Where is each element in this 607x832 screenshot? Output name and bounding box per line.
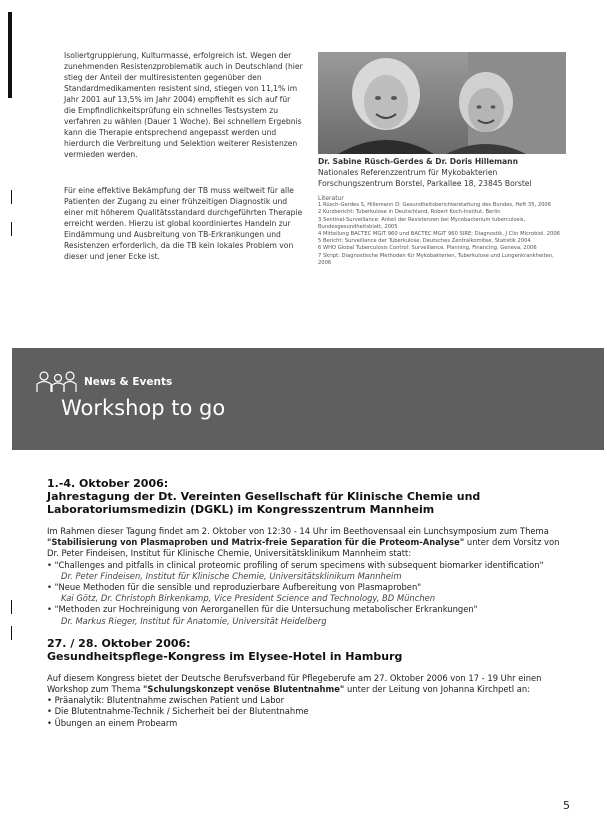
event-bullet: • Übungen an einem Probearm	[47, 717, 178, 728]
author-address: Forschungszentrum Borstel, Parkallee 18, 23845 Borstel	[318, 179, 532, 188]
reference-item: 3 Sentinel-Surveillance: Anteil der Resistenzen bei Mycobacterium tuberculosis, Bundesgesundheitsblatt, 2005	[318, 216, 526, 230]
reference-item: 4 Mitteilung BACTEC MGIT 960 und BACTEC MGIT 960 SIRE; Diagnostik, J Clin Microbiol. 2006	[318, 231, 560, 238]
section-title: Workshop to go	[61, 396, 226, 420]
margin-mark	[8, 12, 12, 98]
page-number: 5	[563, 799, 570, 812]
event-description: Im Rahmen dieser Tagung findet am 2. Oktober von 12:30 - 14 Uhr im Beethovensaal ein Lunchsymposium zum Thema "Stabilisierung von Plasmaproben und Matrix-freie Separation für die Proteom-Analyse" unter dem Vorsitz von Dr. Peter Findeisen, Institut für Klinische Chemie, Universitätsklinikum Mannheim statt:	[47, 526, 560, 559]
event-title: Gesundheitspflege-Kongress im Elysee-Hotel in Hamburg	[47, 649, 403, 663]
article-paragraph: Für eine effektive Bekämpfung der TB muss weltweit für alle Patienten der Zugang zu einer frühzeitigen Diagnostik und einer mit höherem Qualitätsstandard durchgeführten Therapie erreicht werden. Hierzu ist global koordiniertes Handeln zur Eindämmung und Ausbreitung von TB-Erkrankungen und Resistenzen erforderlich, da die TB kein lokales Problem von dieser und jener Ecke ist.	[64, 186, 303, 261]
margin-mark	[11, 222, 12, 236]
references	[318, 195, 568, 267]
event-bullet: • "Methoden zur Hochreinigung von Aerorganellen für die Untersuchung metabolischer Erkrankungen"	[47, 604, 478, 615]
event-bullet: • Präanalytik: Blutentnahme zwischen Patient und Labor	[47, 695, 285, 706]
article-paragraph: Isoliertgruppierung, Kulturmasse, erfolgreich ist. Wegen der zunehmenden Resistenzproblematik auch in Deutschland (hier stieg der Anteil der multiresistenten gegenüber den Standardmedikamenten resistent sind, stiegen von 11,1% im Jahr 2001 auf 13,5% im Jahr 2004) empfiehlt es sich auf für die Empfindlichkeitsprüfung ein schnelles Testsystem zu verfahren zu wählen (Dauer 1 Woche). Bei schnellem Ergebnis kann die Therapie entsprechend angepasst werden und hierdurch die Verbreitung und Selektion weiterer Resistenzen vermieden werden.	[64, 51, 303, 159]
event-description: Auf diesem Kongress bietet der Deutsche Berufsverband für Pflegeberufe am 27. Oktober 2006 von 17 - 19 Uhr einen Workshop zum Thema "Schulungskonzept venöse Blutentnahme" unter der Leitung von Johanna Kirchpetl an:	[47, 672, 542, 695]
author-info	[318, 156, 568, 189]
author-photo	[318, 52, 566, 154]
margin-mark	[11, 190, 12, 204]
section-label: News & Events	[84, 376, 173, 388]
reference-item: 6 WHO Global Tuberculosis Control: Surveillance, Planning, Financing. Geneva, 2006	[318, 245, 537, 252]
margin-mark	[11, 626, 12, 640]
event-speaker: Dr. Peter Findeisen, Institut für Klinische Chemie, Universitätsklinikum Mannheim	[61, 570, 402, 581]
news-events-banner	[12, 348, 604, 450]
event-date: 27. / 28. Oktober 2006:	[47, 636, 191, 650]
author-affiliation: Nationales Referenzzentrum für Mykobakterien	[318, 168, 498, 177]
reference-item: 7 Skript: Diagnostische Methoden für Mykobakterien, Tuberkulose und Lungenkrankheiten, 2006	[318, 252, 554, 266]
event-bullet: • Die Blutentnahme-Technik / Sicherheit bei der Blutentnahme	[47, 706, 309, 717]
events-list	[47, 477, 572, 729]
event-bullet: • "Challenges and pitfalls in clinical proteomic profiling of serum specimens with subsequent biomarker identification"	[47, 559, 544, 570]
event-title: Jahrestagung der Dt. Vereinten Gesellschaft für Klinische Chemie und Laboratoriumsmedizin (DGKL) im Kongresszentrum Mannheim	[47, 490, 481, 516]
article-column	[64, 50, 304, 287]
author-name: Dr. Sabine Rüsch-Gerdes & Dr. Doris Hillemann	[318, 157, 518, 166]
reference-item: 1 Rüsch-Gerdes S, Hillemann D: Gesundheitsberichterstattung des Bundes, Heft 35, 2006	[318, 202, 552, 209]
people-icon	[34, 370, 78, 398]
references-heading: Literatur	[318, 195, 344, 202]
event-date: 1.-4. Oktober 2006:	[47, 477, 169, 490]
reference-item: 5 Bericht: Surveillance der Tuberkulose, Deutsches Zentralkomitee, Statistik 2004	[318, 238, 531, 245]
event-speaker: Kai Götz, Dr. Christoph Birkenkamp, Vice President Science and Technology, BD München	[61, 593, 436, 604]
event-bullet: • "Neue Methoden für die sensible und reproduzierbare Aufbereitung von Plasmaproben"	[47, 582, 422, 593]
reference-item: 2 Kurzbericht: Tuberkulose in Deutschland, Robert Koch-Institut, Berlin	[318, 209, 501, 216]
margin-mark	[11, 600, 12, 614]
event-speaker: Dr. Markus Rieger, Institut für Anatomie, Universität Heidelberg	[61, 615, 327, 626]
